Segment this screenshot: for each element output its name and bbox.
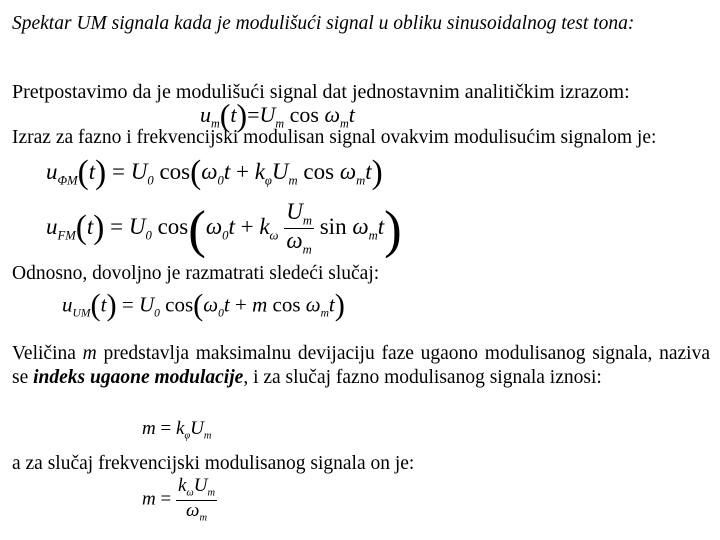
index-term: indeks ugaone modulacije xyxy=(33,367,244,388)
equation-m-fm: m = $\frac{k_\omega U_m}{\omega_m}$ xyxy=(142,475,216,524)
consider-paragraph: Odnosno, dovoljno je razmatrati sledeći slučaj: xyxy=(12,263,380,284)
fm-case-paragraph: a za slučaj frekvencijski modulisanog signala on je: xyxy=(12,453,415,474)
modulation-index-paragraph xyxy=(12,342,710,390)
index-text-part2: predstavlja maksimalnu devijaciju faze ugaono modulisanog signala, naziva se xyxy=(12,343,711,388)
slide-title: Spektar UM signala kada je modulišući signal u obliku sinusoidalnog test tona: xyxy=(12,13,635,34)
index-symbol-m: m xyxy=(82,343,97,364)
equation-fm-signal: $u_{FM}(t) = U_0$ $\cos(\omega_0t + k_\omega$ $\frac{U_m}{\omega_m}$ $\sin \omega_mt$) xyxy=(46,199,402,259)
equation-pm-signal: $u_{\Phi M}(t) = U_0$ $\cos(\omega_0t + k_\varphi U_m$ $\cos \omega_mt$) xyxy=(46,154,383,191)
index-text-part1: Veličina xyxy=(12,343,83,364)
equation-modulating-signal: $u_m(t)=U_m$ $\cos \omega_mt$ xyxy=(200,98,355,133)
equation-m-pm: $m = k_\varphi U_m$ xyxy=(142,418,212,442)
equation-um-signal: $u_{UM}(t) = U_0$ $\cos(\omega_0t + m$ $\cos \omega_mt$) xyxy=(62,288,345,322)
index-text-part3: , i za slučaj fazno modulisanog signala iznosi: xyxy=(243,367,602,388)
intro-paragraph: Pretpostavimo da je modulišući signal dat jednostavnim analitičkim izrazom: xyxy=(12,81,630,103)
pm-fm-paragraph: Izraz za fazno i frekvencijski modulisan signal ovakvim modulisućim signalom je: xyxy=(12,127,657,148)
